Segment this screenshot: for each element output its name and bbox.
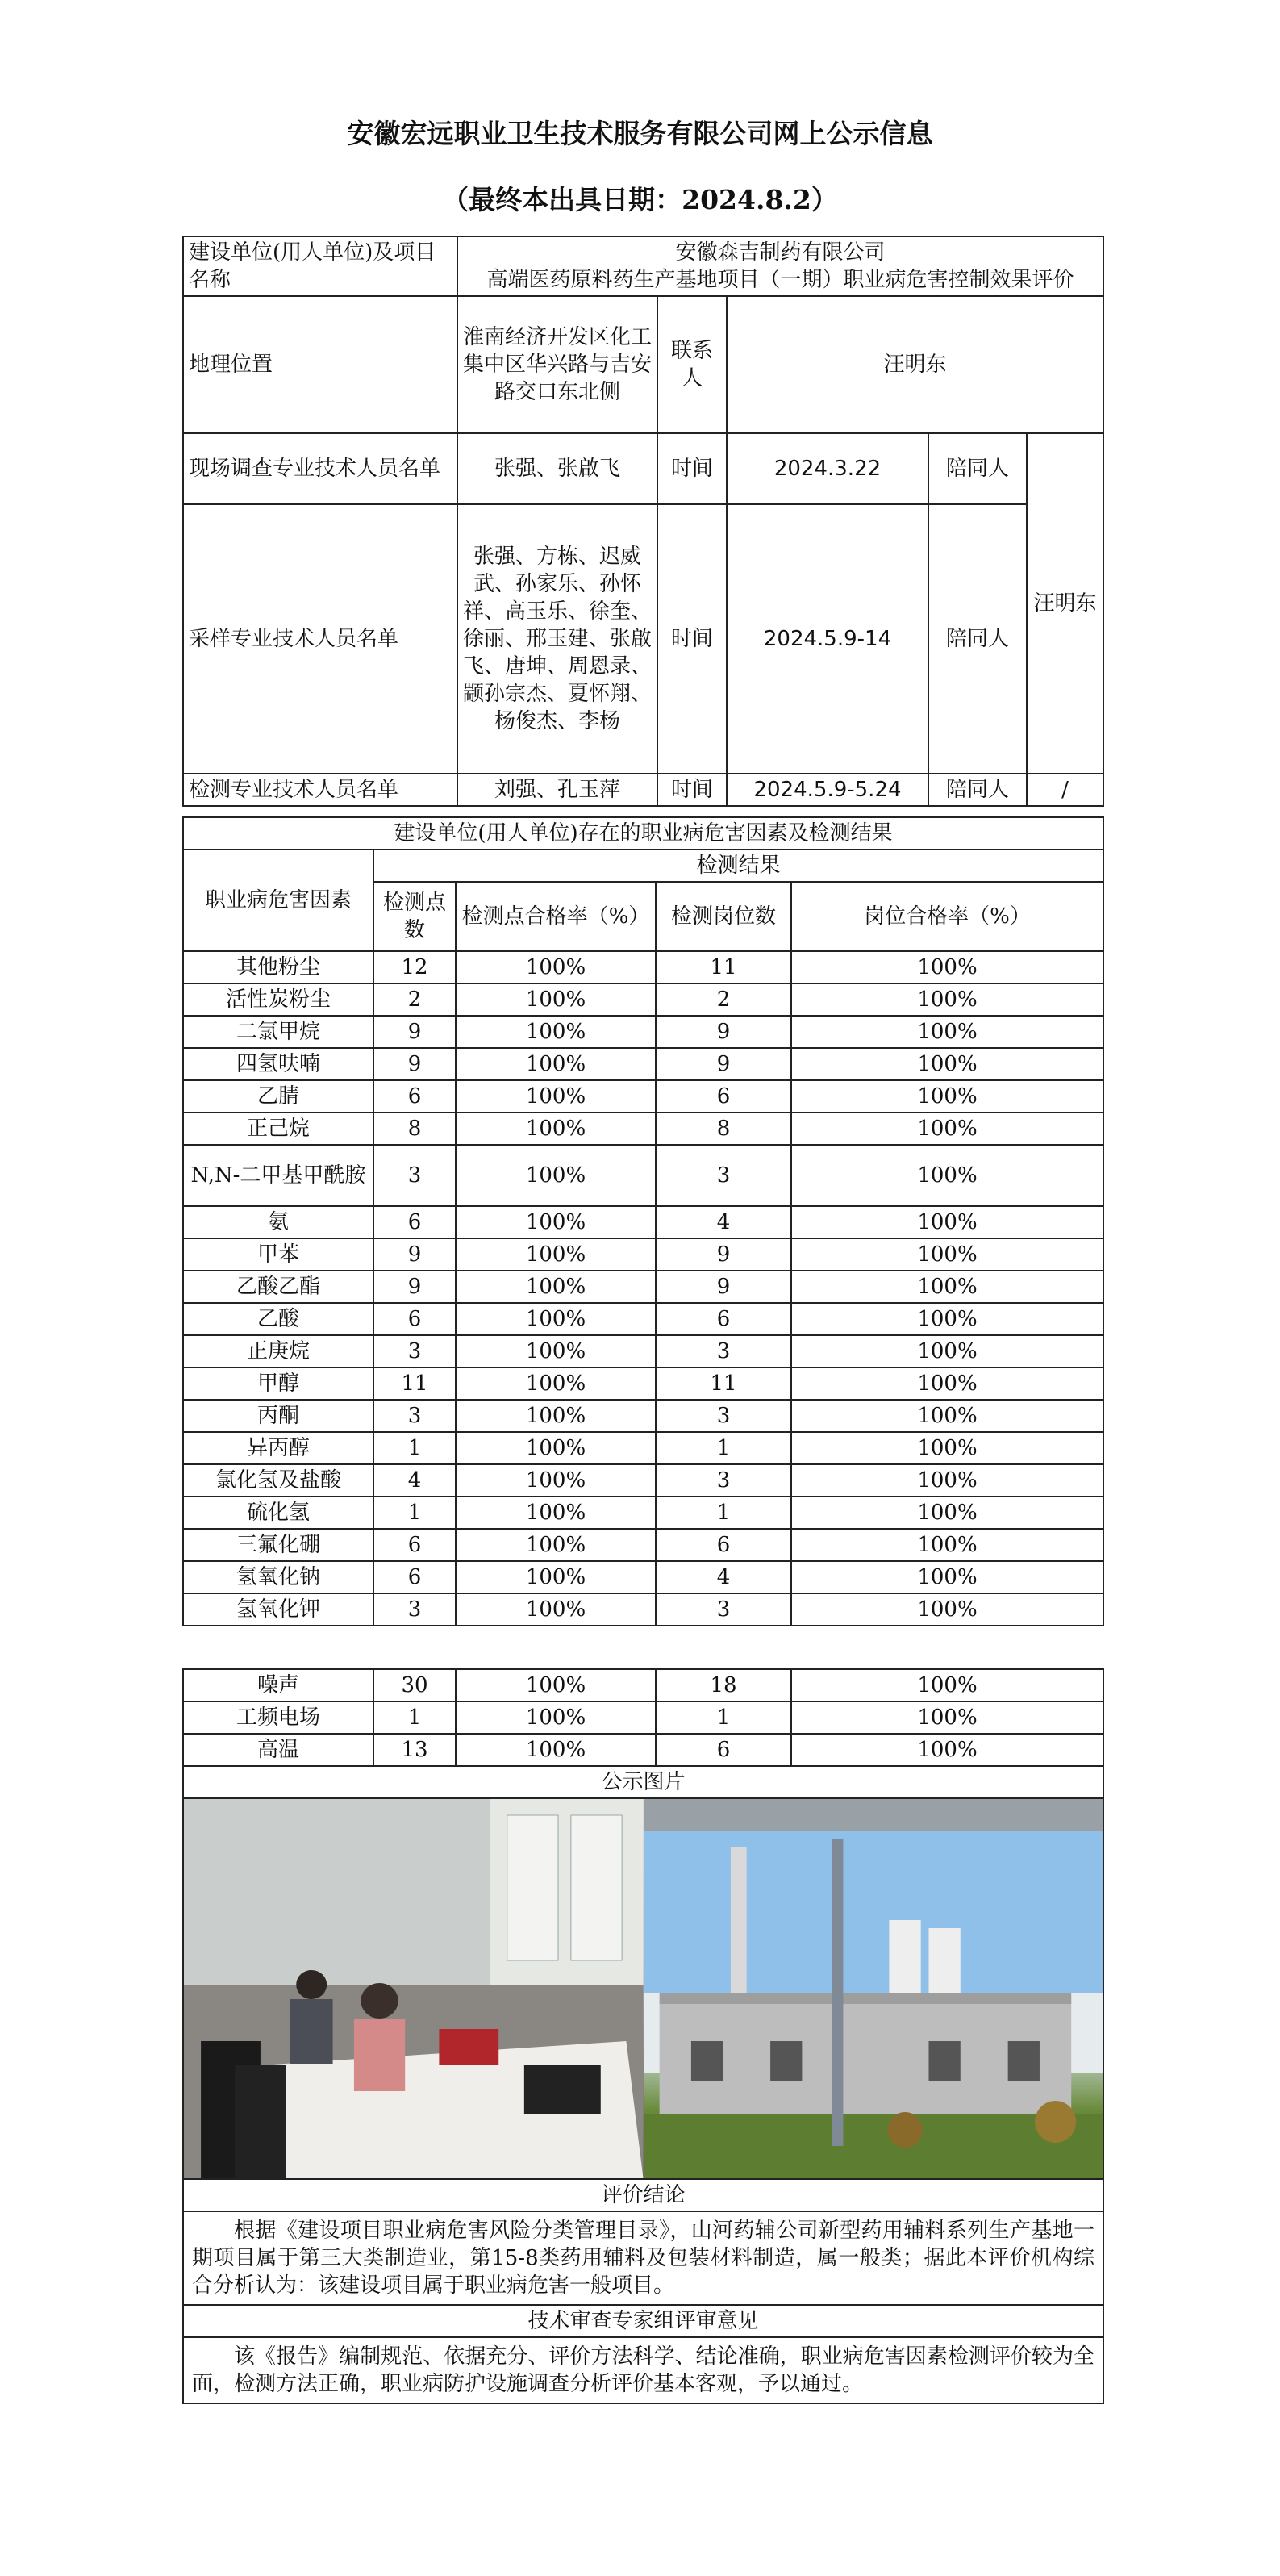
points-cell: 9 <box>373 1048 456 1080</box>
table-row <box>183 1271 1103 1303</box>
factor-name: N,N-二甲基甲酰胺 <box>183 1145 373 1206</box>
points-cell: 9 <box>373 1271 456 1303</box>
points-cell: 8 <box>373 1113 456 1145</box>
testing-staff: 刘强、孔玉萍 <box>457 774 657 806</box>
point-rate-cell: 100% <box>456 1669 656 1701</box>
conclusion-text: 根据《建设项目职业病危害风险分类管理目录》，山河药辅公司新型药用辅料系列生产基地一期项目属于第三大类制造业，第15-8类药用辅料及包装材料制造，属一般类；据此本评价机构综合分析认为：该建设项目属于职业病危害一般项目。 <box>183 2211 1103 2305</box>
survey-staff: 张强、张啟飞 <box>457 433 657 504</box>
point-rate-cell: 100% <box>456 1303 656 1335</box>
posts-cell: 4 <box>656 1206 791 1238</box>
project-name: 高端医药原料药生产基地项目（一期）职业病危害控制效果评价 <box>486 268 1074 292</box>
factor-name: 工频电场 <box>183 1701 373 1734</box>
posts-cell: 4 <box>656 1561 791 1593</box>
post-rate-cell: 100% <box>791 951 1103 983</box>
survey-row <box>183 433 1103 504</box>
survey-time: 2024.3.22 <box>727 433 928 504</box>
table-row <box>183 1113 1103 1145</box>
factor-name: 乙酸乙酯 <box>183 1271 373 1303</box>
point-rate-cell: 100% <box>456 1701 656 1734</box>
points-cell: 9 <box>373 1016 456 1048</box>
post-rate-cell: 100% <box>791 1529 1103 1561</box>
table-row <box>183 1016 1103 1048</box>
post-rate-cell: 100% <box>791 1303 1103 1335</box>
factor-name: 甲醇 <box>183 1367 373 1400</box>
sampling-time: 2024.5.9-14 <box>727 504 928 774</box>
factory-building-photo-icon <box>644 1799 1103 2178</box>
point-rate-cell: 100% <box>456 1206 656 1238</box>
conclusion-section-title: 评价结论 <box>183 2179 1103 2211</box>
points-cell: 6 <box>373 1529 456 1561</box>
table-row <box>183 1432 1103 1464</box>
post-rate-cell: 100% <box>791 1113 1103 1145</box>
location-row <box>183 296 1103 433</box>
col-post-rate-header: 岗位合格率（%） <box>791 882 1103 951</box>
points-cell: 1 <box>373 1432 456 1464</box>
posts-cell: 9 <box>656 1016 791 1048</box>
survey-accompany-label: 陪同人 <box>928 433 1027 504</box>
factor-name: 其他粉尘 <box>183 951 373 983</box>
points-cell: 1 <box>373 1701 456 1734</box>
posts-cell: 3 <box>656 1145 791 1206</box>
table-row <box>183 1561 1103 1593</box>
factor-name: 正己烷 <box>183 1113 373 1145</box>
project-value <box>457 236 1103 296</box>
posts-cell: 3 <box>656 1593 791 1626</box>
contact-value: 汪明东 <box>727 296 1103 433</box>
testing-accompany: / <box>1027 774 1103 806</box>
points-cell: 1 <box>373 1497 456 1529</box>
point-rate-cell: 100% <box>456 1464 656 1497</box>
testing-label: 检测专业技术人员名单 <box>183 774 457 806</box>
point-rate-cell: 100% <box>456 1497 656 1529</box>
factor-name: 丙酮 <box>183 1400 373 1432</box>
location-label: 地理位置 <box>183 296 457 433</box>
posts-cell: 3 <box>656 1464 791 1497</box>
contact-label: 联系人 <box>657 296 727 433</box>
testing-accompany-label: 陪同人 <box>928 774 1027 806</box>
points-cell: 30 <box>373 1669 456 1701</box>
table-row <box>183 1701 1103 1734</box>
points-cell: 6 <box>373 1303 456 1335</box>
factor-name: 噪声 <box>183 1669 373 1701</box>
table-row <box>183 1669 1103 1701</box>
accompany-shared: 汪明东 <box>1027 433 1103 774</box>
table-row <box>183 1048 1103 1080</box>
point-rate-cell: 100% <box>456 1432 656 1464</box>
info-table <box>182 236 1104 807</box>
posts-cell: 1 <box>656 1497 791 1529</box>
points-cell: 4 <box>373 1464 456 1497</box>
posts-cell: 9 <box>656 1271 791 1303</box>
factor-name: 乙腈 <box>183 1080 373 1113</box>
factor-name: 四氢呋喃 <box>183 1048 373 1080</box>
posts-cell: 2 <box>656 983 791 1016</box>
point-rate-cell: 100% <box>456 1016 656 1048</box>
post-rate-cell: 100% <box>791 1238 1103 1271</box>
posts-cell: 9 <box>656 1048 791 1080</box>
points-cell: 3 <box>373 1400 456 1432</box>
review-section-title: 技术审查专家组评审意见 <box>183 2305 1103 2337</box>
point-rate-cell: 100% <box>456 1734 656 1766</box>
posts-cell: 3 <box>656 1400 791 1432</box>
factor-name: 氨 <box>183 1206 373 1238</box>
sampling-label: 采样专业技术人员名单 <box>183 504 457 774</box>
posts-cell: 6 <box>656 1734 791 1766</box>
points-cell: 12 <box>373 951 456 983</box>
post-rate-cell: 100% <box>791 1497 1103 1529</box>
points-cell: 13 <box>373 1734 456 1766</box>
point-rate-cell: 100% <box>456 983 656 1016</box>
results-header: 检测结果 <box>373 850 1103 882</box>
factor-name: 异丙醇 <box>183 1432 373 1464</box>
project-unit: 安徽森吉制药有限公司 <box>675 240 886 265</box>
points-cell: 11 <box>373 1367 456 1400</box>
page-subtitle: （最终本出具日期：2024.8.2） <box>442 184 838 215</box>
posts-cell: 18 <box>656 1669 791 1701</box>
factor-name: 氢氧化钾 <box>183 1593 373 1626</box>
post-rate-cell: 100% <box>791 1432 1103 1464</box>
point-rate-cell: 100% <box>456 1367 656 1400</box>
posts-cell: 11 <box>656 951 791 983</box>
posts-cell: 8 <box>656 1113 791 1145</box>
post-rate-cell: 100% <box>791 1016 1103 1048</box>
point-rate-cell: 100% <box>456 1238 656 1271</box>
post-rate-cell: 100% <box>791 1561 1103 1593</box>
point-rate-cell: 100% <box>456 1400 656 1432</box>
post-rate-cell: 100% <box>791 1669 1103 1701</box>
table-row <box>183 1238 1103 1271</box>
table-row <box>183 1206 1103 1238</box>
survey-time-label: 时间 <box>657 433 727 504</box>
table-row <box>183 1080 1103 1113</box>
table-row <box>183 1367 1103 1400</box>
post-rate-cell: 100% <box>791 1271 1103 1303</box>
factors-table <box>182 816 1104 1626</box>
factor-name: 二氯甲烷 <box>183 1016 373 1048</box>
location-value: 淮南经济开发区化工集中区华兴路与吉安路交口东北侧 <box>457 296 657 433</box>
factors-table-continued <box>182 1668 1104 2404</box>
review-text: 该《报告》编制规范、依据充分、评价方法科学、结论准确，职业病危害因素检测评价较为全面，检测方法正确，职业病防护设施调查分析评价基本客观，予以通过。 <box>183 2337 1103 2403</box>
factor-name: 氢氧化钠 <box>183 1561 373 1593</box>
meeting-room-photo-icon <box>184 1799 644 2178</box>
factor-header: 职业病危害因素 <box>183 850 373 951</box>
factor-name: 三氟化硼 <box>183 1529 373 1561</box>
point-rate-cell: 100% <box>456 1080 656 1113</box>
posts-cell: 6 <box>656 1080 791 1113</box>
testing-row <box>183 774 1103 806</box>
factor-name: 正庚烷 <box>183 1335 373 1367</box>
table-row <box>183 1464 1103 1497</box>
testing-time-label: 时间 <box>657 774 727 806</box>
post-rate-cell: 100% <box>791 1080 1103 1113</box>
post-rate-cell: 100% <box>791 983 1103 1016</box>
post-rate-cell: 100% <box>791 1734 1103 1766</box>
points-cell: 6 <box>373 1561 456 1593</box>
points-cell: 6 <box>373 1206 456 1238</box>
factor-name: 硫化氢 <box>183 1497 373 1529</box>
factor-name: 氯化氢及盐酸 <box>183 1464 373 1497</box>
table-row <box>183 1145 1103 1206</box>
table-row <box>183 1497 1103 1529</box>
sampling-time-label: 时间 <box>657 504 727 774</box>
point-rate-cell: 100% <box>456 1335 656 1367</box>
table-row <box>183 1593 1103 1626</box>
table-row <box>183 1734 1103 1766</box>
table-row <box>183 951 1103 983</box>
post-rate-cell: 100% <box>791 1048 1103 1080</box>
posts-cell: 1 <box>656 1432 791 1464</box>
point-rate-cell: 100% <box>456 1271 656 1303</box>
point-rate-cell: 100% <box>456 951 656 983</box>
photos-section-title: 公示图片 <box>183 1766 1103 1798</box>
post-rate-cell: 100% <box>791 1335 1103 1367</box>
points-cell: 9 <box>373 1238 456 1271</box>
table-row <box>183 1303 1103 1335</box>
point-rate-cell: 100% <box>456 1593 656 1626</box>
post-rate-cell: 100% <box>791 1464 1103 1497</box>
post-rate-cell: 100% <box>791 1400 1103 1432</box>
posts-cell: 3 <box>656 1335 791 1367</box>
post-rate-cell: 100% <box>791 1701 1103 1734</box>
col-posts-header: 检测岗位数 <box>656 882 791 951</box>
point-rate-cell: 100% <box>456 1529 656 1561</box>
posts-cell: 11 <box>656 1367 791 1400</box>
points-cell: 3 <box>373 1593 456 1626</box>
points-cell: 3 <box>373 1335 456 1367</box>
point-rate-cell: 100% <box>456 1561 656 1593</box>
table-row <box>183 1529 1103 1561</box>
factor-name: 甲苯 <box>183 1238 373 1271</box>
points-cell: 2 <box>373 983 456 1016</box>
factor-name: 活性炭粉尘 <box>183 983 373 1016</box>
point-rate-cell: 100% <box>456 1145 656 1206</box>
sampling-row <box>183 504 1103 774</box>
point-rate-cell: 100% <box>456 1113 656 1145</box>
points-cell: 6 <box>373 1080 456 1113</box>
survey-label: 现场调查专业技术人员名单 <box>183 433 457 504</box>
table-row <box>183 1400 1103 1432</box>
testing-time: 2024.5.9-5.24 <box>727 774 928 806</box>
posts-cell: 6 <box>656 1303 791 1335</box>
project-label: 建设单位(用人单位)及项目名称 <box>183 236 457 296</box>
photos-cell <box>183 1798 1103 2179</box>
posts-cell: 1 <box>656 1701 791 1734</box>
factor-name: 高温 <box>183 1734 373 1766</box>
posts-cell: 6 <box>656 1529 791 1561</box>
project-row <box>183 236 1103 296</box>
sampling-staff: 张强、方栋、迟威武、孙家乐、孙怀祥、高玉乐、徐奎、徐丽、邢玉建、张啟飞、唐坤、周恩录、颛孙宗杰、夏怀翔、杨俊杰、李杨 <box>457 504 657 774</box>
table-row <box>183 1335 1103 1367</box>
page-title: 安徽宏远职业卫生技术服务有限公司网上公示信息 <box>347 118 933 149</box>
col-points-header: 检测点数 <box>373 882 456 951</box>
table-row <box>183 983 1103 1016</box>
factors-section-title: 建设单位(用人单位)存在的职业病危害因素及检测结果 <box>183 817 1103 850</box>
point-rate-cell: 100% <box>456 1048 656 1080</box>
post-rate-cell: 100% <box>791 1145 1103 1206</box>
points-cell: 3 <box>373 1145 456 1206</box>
posts-cell: 9 <box>656 1238 791 1271</box>
post-rate-cell: 100% <box>791 1367 1103 1400</box>
post-rate-cell: 100% <box>791 1206 1103 1238</box>
factor-name: 乙酸 <box>183 1303 373 1335</box>
post-rate-cell: 100% <box>791 1593 1103 1626</box>
col-point-rate-header: 检测点合格率（%） <box>456 882 656 951</box>
sampling-accompany-label: 陪同人 <box>928 504 1027 774</box>
